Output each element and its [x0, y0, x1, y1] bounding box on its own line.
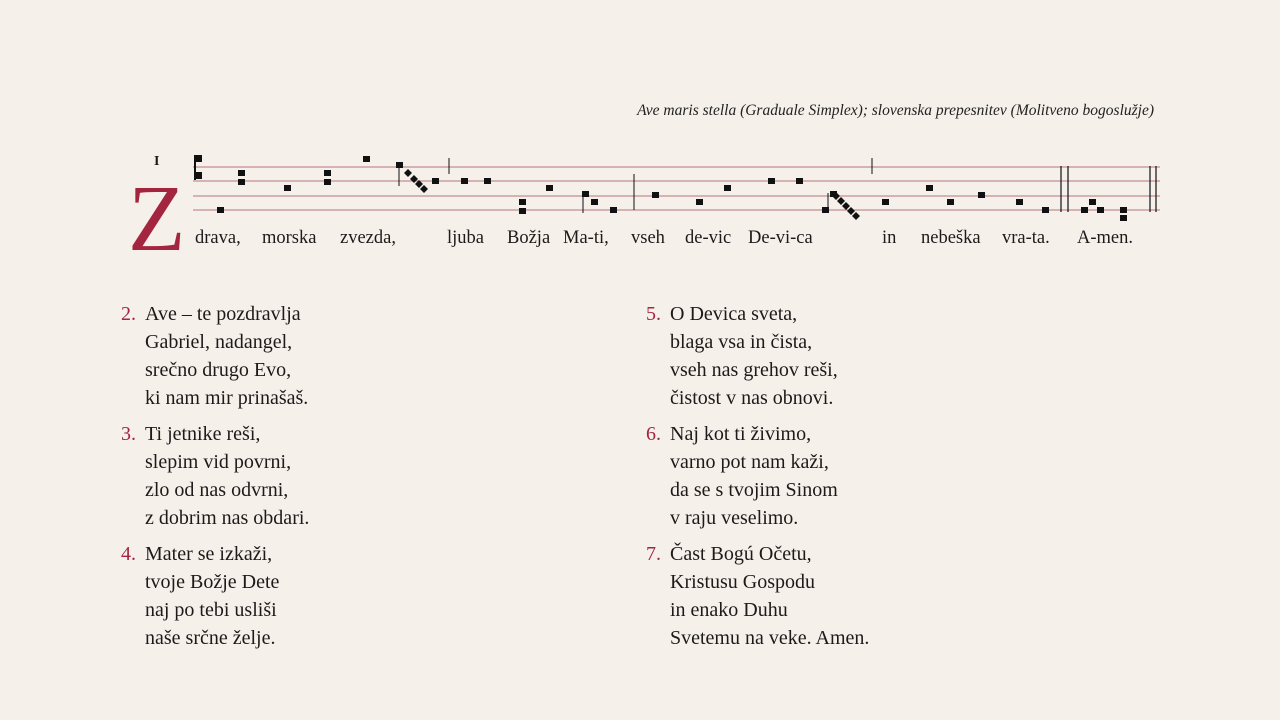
attribution: Ave maris stella (Graduale Simplex); slovenska prepesnitev (Molitveno bogoslužje) [637, 102, 1154, 119]
stanza-line: vseh nas grehov reši, [670, 359, 838, 381]
neume-note [724, 185, 731, 191]
neume-note [768, 178, 775, 184]
stanza [646, 540, 869, 652]
neume-note [238, 170, 245, 176]
neume-note [947, 199, 954, 205]
stanza-line: srečno drugo Evo, [145, 359, 292, 381]
neume-note [324, 179, 331, 185]
neume-rhombus [852, 212, 860, 220]
neume-rhombus [837, 197, 845, 205]
neume-rhombus [847, 207, 855, 215]
neume-note [1081, 207, 1088, 213]
chant-syllable: De-vi-ca [748, 228, 813, 248]
mode-number: I [154, 154, 160, 169]
stanza-line: z dobrim nas obdari. [145, 507, 310, 529]
stanza-line: naše srčne želje. [145, 627, 276, 649]
stanza-line: Ave – te pozdravlja [145, 303, 301, 325]
neume-note [519, 199, 526, 205]
neume-rhombus [410, 175, 418, 183]
chant-score [0, 0, 1280, 270]
stanza-line: O Devica sveta, [670, 303, 798, 325]
neume-note [978, 192, 985, 198]
neume-note [484, 178, 491, 184]
neume-note [461, 178, 468, 184]
chant-syllable: nebeška [921, 228, 981, 248]
neume-note [1016, 199, 1023, 205]
stanza-number: 7. [646, 543, 661, 565]
stanza-line: Čast Bogú Očetu, [670, 543, 812, 565]
chant-syllable: drava, [195, 228, 241, 248]
stanza-line: Mater se izkaži, [145, 543, 273, 565]
neume-note [519, 208, 526, 214]
chant-syllable: morska [262, 228, 317, 248]
neume-note [284, 185, 291, 191]
stanza [121, 300, 308, 412]
stanza-number: 6. [646, 423, 661, 445]
stanza-line: slepim vid povrni, [145, 451, 292, 473]
neume-note [1089, 199, 1096, 205]
chant-syllable: zvezda, [340, 228, 396, 248]
neume-note [796, 178, 803, 184]
stanza-number: 2. [121, 303, 136, 325]
stanza-number: 4. [121, 543, 136, 565]
stanza [121, 540, 279, 652]
neume-note [1042, 207, 1049, 213]
neume-rhombus [420, 185, 428, 193]
neume-note [324, 170, 331, 176]
clef [195, 155, 202, 162]
neume-note [1097, 207, 1104, 213]
neume-note [610, 207, 617, 213]
stanza-line: Svetemu na veke. Amen. [670, 627, 870, 649]
chant-syllable: vra-ta. [1002, 228, 1050, 248]
stanza-number: 5. [646, 303, 661, 325]
stanza-line: Naj kot ti živimo, [670, 423, 812, 445]
stanza-number: 3. [121, 423, 136, 445]
chant-syllable: de-vic [685, 228, 732, 248]
neume-note [546, 185, 553, 191]
stanza-line: blaga vsa in čista, [670, 331, 813, 353]
chant-syllable: A-men. [1077, 228, 1133, 248]
stanza-line: naj po tebi usliši [145, 599, 277, 621]
stanza-line: in enako Duhu [670, 599, 788, 621]
neume-note [217, 207, 224, 213]
neume-note [926, 185, 933, 191]
neume-note [652, 192, 659, 198]
stanza-line: da se s tvojim Sinom [670, 479, 838, 501]
stanza [646, 420, 838, 532]
chant-syllable: in [882, 228, 897, 248]
neume-note [1120, 215, 1127, 221]
neume-note [432, 178, 439, 184]
neume-note [1120, 207, 1127, 213]
neume-rhombus [842, 202, 850, 210]
neume-note [882, 199, 889, 205]
stanza-line: zlo od nas odvrni, [145, 479, 289, 501]
neume-note [238, 179, 245, 185]
stanza-line: Kristusu Gospodu [670, 571, 816, 593]
stanza-line: ki nam mir prinašaš. [145, 387, 309, 409]
stanza-line: čistost v nas obnovi. [670, 387, 834, 409]
neume-rhombus [404, 169, 412, 177]
stanza-line: Gabriel, nadangel, [145, 331, 293, 353]
stanza-line: v raju veselimo. [670, 507, 799, 529]
stanza-line: varno pot nam kaži, [670, 451, 829, 473]
stanza [646, 300, 838, 412]
clef [195, 172, 202, 179]
chant-syllable: ljuba [447, 228, 484, 248]
chant-syllable: Božja [507, 228, 551, 248]
neume-note [363, 156, 370, 162]
initial-letter: Z [128, 167, 186, 271]
stanza-line: tvoje Božje Dete [145, 571, 280, 593]
chant-syllable: Ma-ti, [563, 228, 609, 248]
chant-syllable: vseh [631, 228, 665, 248]
neume-note [591, 199, 598, 205]
stanza [121, 420, 309, 532]
stanza-line: Ti jetnike reši, [145, 423, 261, 445]
neume-note [696, 199, 703, 205]
